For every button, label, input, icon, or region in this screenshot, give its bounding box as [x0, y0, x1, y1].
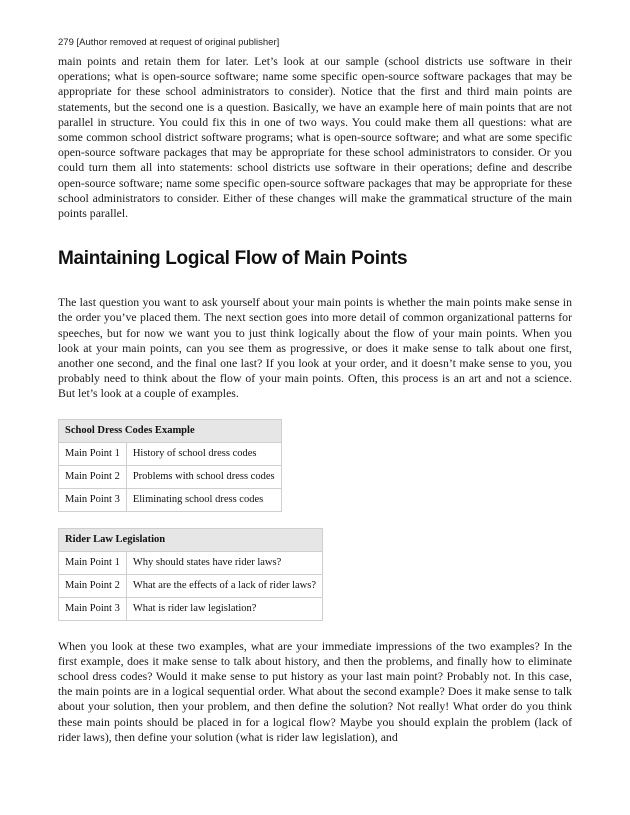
main-point-text: What are the effects of a lack of rider laws? — [126, 574, 322, 597]
table-row — [59, 465, 282, 488]
body-paragraph: main points and retain them for later. Let’s look at our sample (school districts use software in their operations; what is open-source software; name some specific open-source software packages that may be appropriate for these school administrators to consider). Notice that the first and third main points are statements, but the second one is a question. Basically, we have an example here of main points that are not parallel in structure. You could fix this in one of two ways. You could make them all questions: what are some common school district software programs; what is open-source software; and what are some specific open-source software packages that may be appropriate for these school administrators to consider. Or you could turn them all into statements: school districts use software in their operations; define and describe open-source software; name some specific open-source software packages that may be appropriate for these school administrators to consider. Either of these changes will make the grammatical structure of the main points parallel. — [58, 54, 572, 221]
main-point-text: What is rider law legislation? — [126, 597, 322, 620]
table-title: Rider Law Legislation — [59, 528, 323, 551]
rider-law-table — [58, 528, 323, 621]
table-row — [59, 442, 282, 465]
table-header-row — [59, 528, 323, 551]
section-heading: Maintaining Logical Flow of Main Points — [58, 248, 408, 270]
book-page — [58, 36, 572, 745]
main-point-label: Main Point 3 — [59, 597, 127, 620]
table-row — [59, 488, 282, 511]
main-point-text: History of school dress codes — [126, 442, 281, 465]
main-point-label: Main Point 2 — [59, 574, 127, 597]
main-point-label: Main Point 1 — [59, 551, 127, 574]
main-point-label: Main Point 3 — [59, 488, 127, 511]
dress-codes-table — [58, 419, 282, 512]
main-point-text: Problems with school dress codes — [126, 465, 281, 488]
body-paragraph: When you look at these two examples, what are your immediate impressions of the two examples? In the first example, does it make sense to talk about history, and then the problems, and finally how to eliminate school dress codes? Would it make sense to put history as your last main point? Probably not. In this case, the main points are in a logical sequential order. What about the second example? Does it make sense to talk about your solution, then your problem, and then define the solution? Not really! What order do you think these main points should be placed in for a logical flow? Maybe you should explain the problem (lack of rider laws), then define your solution (what is rider law legislation), and — [58, 638, 572, 744]
table-row — [59, 597, 323, 620]
table-row — [59, 551, 323, 574]
main-point-text: Why should states have rider laws? — [126, 551, 322, 574]
table-header-row — [59, 419, 282, 442]
table-row — [59, 574, 323, 597]
table-title: School Dress Codes Example — [59, 419, 282, 442]
main-point-text: Eliminating school dress codes — [126, 488, 281, 511]
body-paragraph: The last question you want to ask yourself about your main points is whether the main points make sense in the order you’ve placed them. The next section goes into more detail of common organizational patterns for speeches, but for now we want you to just think logically about the flow of your main points. When you look at your main points, can you see them as progressive, or does it make sense to talk about one first, another one second, and the final one last? If you look at your order, and it doesn’t make sense to you, you probably need to think about the flow of your main points. Often, this process is an art and not a science. But let’s look at a couple of examples. — [58, 295, 572, 401]
main-point-label: Main Point 1 — [59, 442, 127, 465]
running-header: 279 [Author removed at request of original publisher] — [58, 37, 280, 48]
main-point-label: Main Point 2 — [59, 465, 127, 488]
